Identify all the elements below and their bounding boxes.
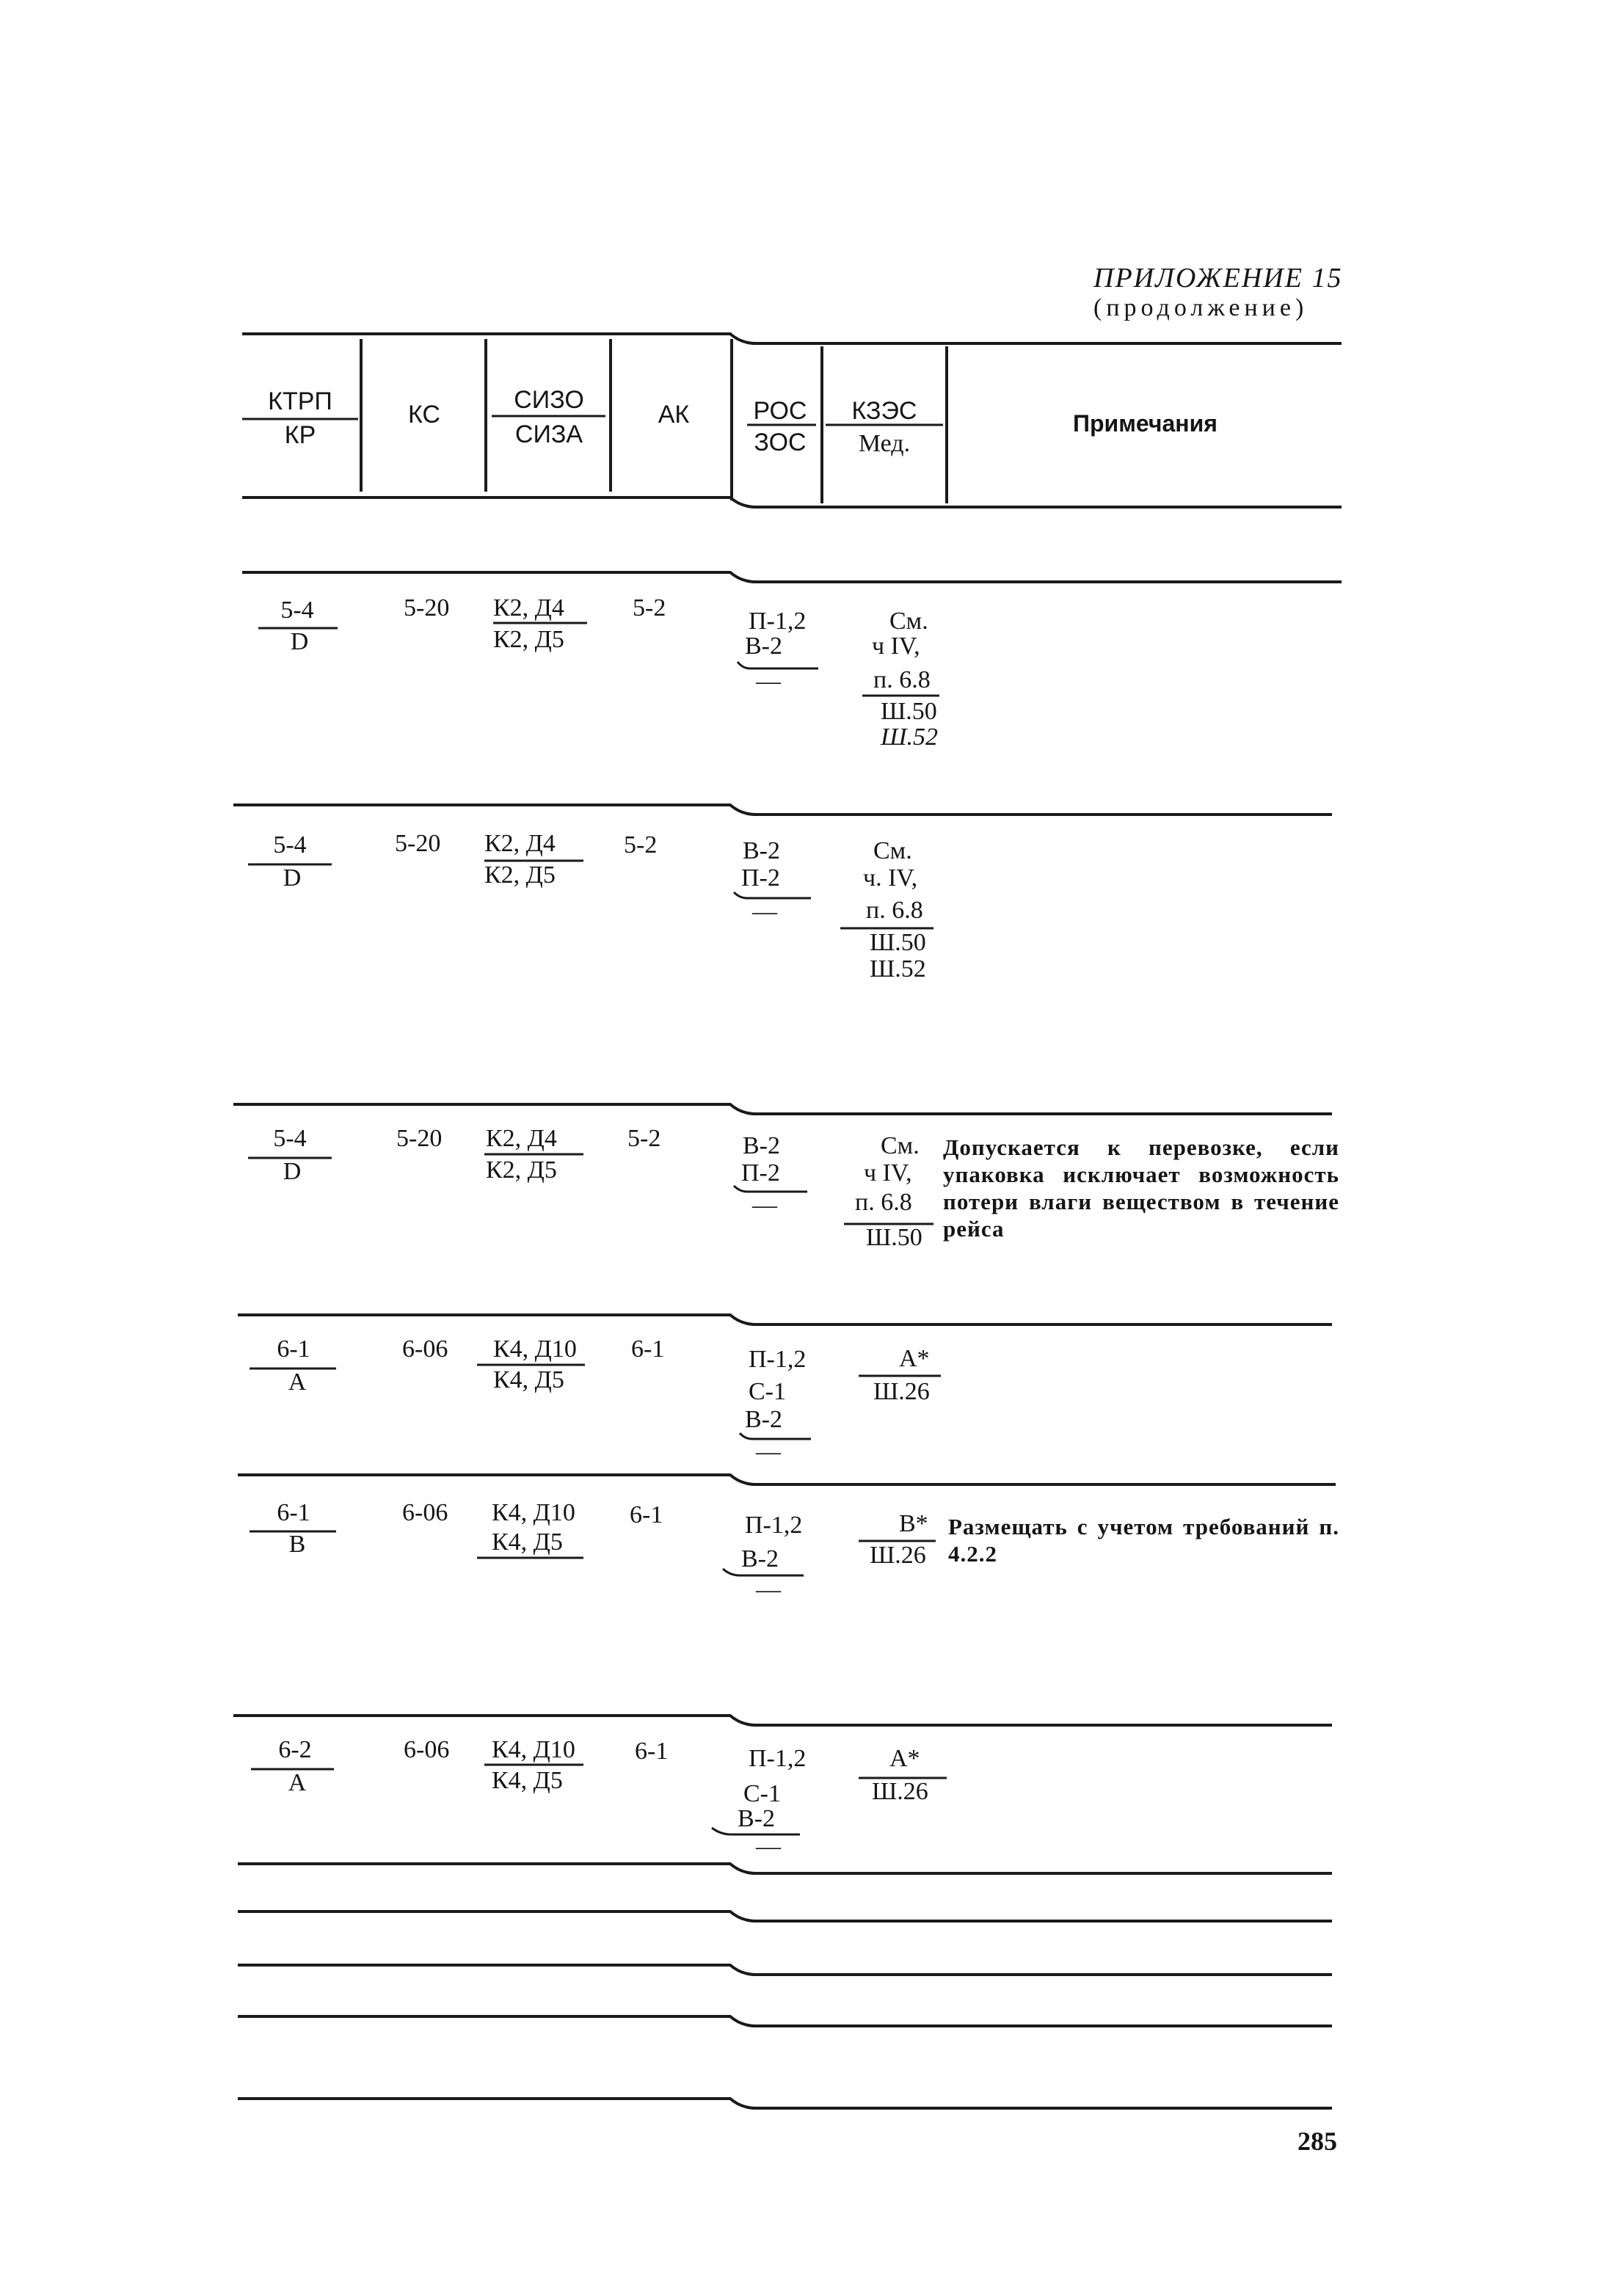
row-note: Размещать с учетом требований п. 4.2.2 xyxy=(948,1514,1339,1567)
ak-value: 6-1 xyxy=(635,1738,669,1765)
ak-value: 6-1 xyxy=(630,1501,663,1528)
kzes-line: См. xyxy=(889,608,928,635)
ros-line: — xyxy=(756,1576,781,1603)
sizo-value: К2, Д4 xyxy=(484,830,556,857)
ros-line: П-1,2 xyxy=(745,1512,803,1539)
siza-value: К4, Д5 xyxy=(492,1767,563,1794)
ks-value: 5-20 xyxy=(396,1125,443,1152)
col-header-ros: РОС xyxy=(753,397,807,425)
ros-line: — xyxy=(756,668,781,695)
kzes-line: См. xyxy=(881,1132,920,1159)
kzes-line: Ш.26 xyxy=(873,1378,930,1405)
ros-line: — xyxy=(752,1192,777,1219)
kzes-line: Ш.26 xyxy=(870,1542,926,1569)
ks-value: 6-06 xyxy=(404,1736,450,1763)
kzes-line: Ш.50 xyxy=(870,929,926,956)
ros-line: П-2 xyxy=(741,864,780,892)
sizo-value: К2, Д4 xyxy=(493,594,564,622)
ros-line: П-1,2 xyxy=(749,608,807,635)
kzes-line: Ш.52 xyxy=(881,724,938,751)
ros-line: — xyxy=(756,1438,781,1465)
ktrp-value: 5-4 xyxy=(273,831,307,859)
sizo-value: К2, Д4 xyxy=(486,1125,557,1152)
appendix-title: ПРИЛОЖЕНИЕ 15 xyxy=(1093,263,1343,294)
ak-value: 5-2 xyxy=(627,1125,661,1152)
siza-value: К2, Д5 xyxy=(493,626,564,653)
sizo-value: К4, Д10 xyxy=(492,1736,575,1763)
col-header-siza: СИЗА xyxy=(514,420,583,448)
kzes-line: ч. IV, xyxy=(863,864,918,892)
ros-line: В-2 xyxy=(741,1545,779,1572)
kzes-line: В* xyxy=(899,1510,928,1537)
kzes-line: ч IV, xyxy=(864,1159,912,1187)
ak-value: 5-2 xyxy=(624,831,658,859)
ros-line: В-2 xyxy=(745,1406,782,1433)
siza-value: К4, Д5 xyxy=(493,1366,564,1393)
col-header-ak: АК xyxy=(658,401,690,429)
page-number: 285 xyxy=(1297,2126,1337,2156)
ros-line: В-2 xyxy=(745,633,782,660)
siza-value: К2, Д5 xyxy=(486,1156,557,1184)
col-header-ks: КС xyxy=(408,401,440,429)
col-header-kr: КР xyxy=(284,421,316,449)
sizo-value: К4, Д10 xyxy=(492,1499,575,1526)
sizo-value: К4, Д10 xyxy=(493,1335,577,1363)
ros-line: С-1 xyxy=(749,1378,786,1405)
kr-value: А xyxy=(288,1769,307,1796)
ktrp-value: 6-2 xyxy=(278,1736,312,1763)
ks-value: 5-20 xyxy=(395,830,441,857)
kzes-line: Ш.50 xyxy=(866,1224,922,1251)
kr-value: А xyxy=(288,1369,307,1396)
col-header-med: Мед. xyxy=(858,430,911,457)
ros-line: — xyxy=(756,1833,781,1860)
ak-value: 6-1 xyxy=(631,1335,665,1363)
ktrp-value: 5-4 xyxy=(280,597,314,624)
siza-value: К4, Д5 xyxy=(492,1528,563,1556)
kzes-line: п. 6.8 xyxy=(873,666,931,693)
col-header-notes: Примечания xyxy=(1073,410,1218,437)
ros-line: П-1,2 xyxy=(749,1745,807,1772)
continuation-label: (продолжение) xyxy=(1093,294,1309,321)
ktrp-value: 5-4 xyxy=(273,1125,307,1152)
ros-line: В-2 xyxy=(743,1132,780,1159)
ks-value: 6-06 xyxy=(402,1499,448,1526)
row-note: Допускается к перевозке, если упаковка исключает возможность потери влаги веществом в течение рейса xyxy=(943,1134,1339,1242)
ks-value: 5-20 xyxy=(404,594,450,622)
kzes-line: Ш.52 xyxy=(870,955,926,983)
col-header-sizo: СИЗО xyxy=(514,386,584,414)
ros-line: С-1 xyxy=(743,1780,781,1807)
kzes-line: ч IV, xyxy=(872,633,920,660)
kzes-line: Ш.26 xyxy=(872,1778,928,1805)
ktrp-value: 6-1 xyxy=(277,1335,310,1363)
siza-value: К2, Д5 xyxy=(484,861,556,889)
col-header-zos: ЗОС xyxy=(754,429,807,456)
kzes-line: См. xyxy=(873,837,912,864)
ros-line: П-1,2 xyxy=(749,1346,807,1373)
ros-line: П-2 xyxy=(741,1159,780,1187)
kzes-line: п. 6.8 xyxy=(866,897,923,924)
kr-value: D xyxy=(283,864,302,892)
ktrp-value: 6-1 xyxy=(277,1499,310,1526)
col-header-kzes: КЗЭС xyxy=(851,397,917,425)
kr-value: В xyxy=(288,1531,306,1558)
ak-value: 5-2 xyxy=(633,594,666,622)
kzes-line: А* xyxy=(899,1345,930,1372)
kr-value: D xyxy=(290,628,309,655)
kzes-line: Ш.50 xyxy=(881,698,937,725)
ros-line: В-2 xyxy=(738,1805,775,1832)
kr-value: D xyxy=(283,1158,302,1185)
kzes-line: А* xyxy=(889,1745,920,1772)
kzes-line: п. 6.8 xyxy=(855,1189,912,1216)
ros-line: — xyxy=(752,898,777,925)
ks-value: 6-06 xyxy=(402,1335,448,1363)
col-header-ktrp: КТРП xyxy=(268,387,332,415)
ros-line: В-2 xyxy=(743,837,780,864)
